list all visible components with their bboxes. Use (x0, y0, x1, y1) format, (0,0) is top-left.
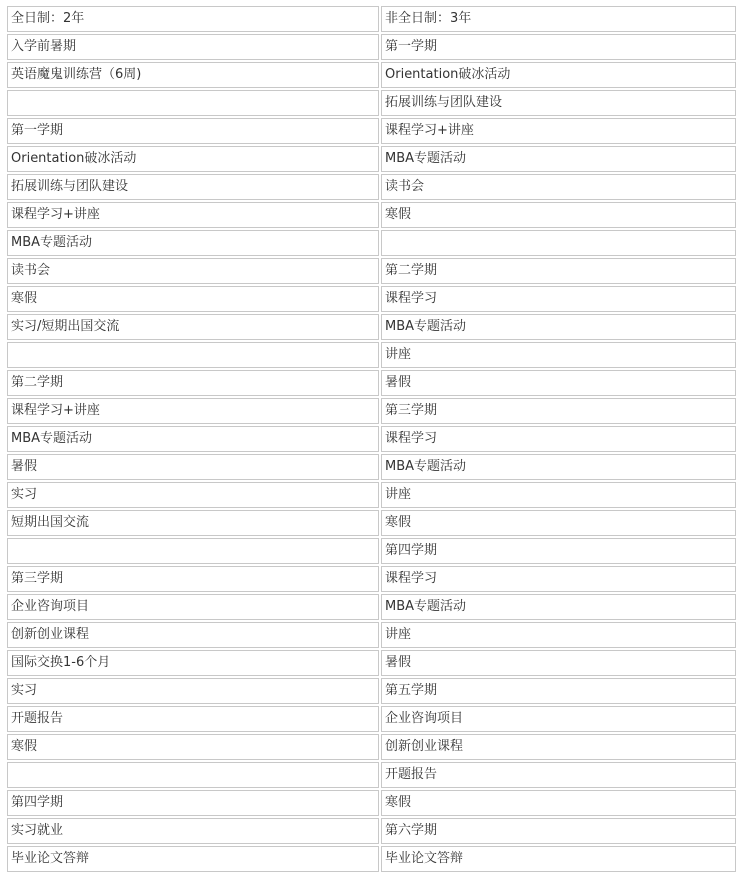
table-row (7, 230, 736, 256)
table-row (7, 426, 736, 452)
table-row (7, 286, 736, 312)
table-row (7, 202, 736, 228)
table-row (7, 510, 736, 536)
full-time-cell: 第一学期 (7, 118, 379, 144)
full-time-cell: MBA专题活动 (7, 426, 379, 452)
table-row (7, 482, 736, 508)
full-time-cell (7, 90, 379, 116)
part-time-cell: MBA专题活动 (381, 146, 736, 172)
full-time-cell: 实习 (7, 482, 379, 508)
table-row (7, 258, 736, 284)
full-time-cell: 实习 (7, 678, 379, 704)
part-time-cell: 课程学习 (381, 566, 736, 592)
full-time-cell: 第四学期 (7, 790, 379, 816)
full-time-cell (7, 538, 379, 564)
mba-schedule-table (5, 4, 738, 874)
part-time-cell: 讲座 (381, 482, 736, 508)
part-time-cell: 第五学期 (381, 678, 736, 704)
full-time-cell: 短期出国交流 (7, 510, 379, 536)
table-row (7, 846, 736, 872)
part-time-cell: 读书会 (381, 174, 736, 200)
table-row (7, 342, 736, 368)
full-time-cell (7, 342, 379, 368)
part-time-cell: MBA专题活动 (381, 594, 736, 620)
part-time-cell: 暑假 (381, 650, 736, 676)
part-time-cell: Orientation破冰活动 (381, 62, 736, 88)
part-time-cell: 讲座 (381, 342, 736, 368)
full-time-cell: 毕业论文答辩 (7, 846, 379, 872)
table-row (7, 370, 736, 396)
table-row (7, 146, 736, 172)
full-time-cell: 开题报告 (7, 706, 379, 732)
full-time-cell: 全日制：2年 (7, 6, 379, 32)
part-time-cell: 暑假 (381, 370, 736, 396)
table-row (7, 314, 736, 340)
part-time-cell: 寒假 (381, 202, 736, 228)
full-time-cell: 入学前暑期 (7, 34, 379, 60)
table-row (7, 62, 736, 88)
table-row (7, 34, 736, 60)
full-time-cell: 创新创业课程 (7, 622, 379, 648)
full-time-cell: MBA专题活动 (7, 230, 379, 256)
full-time-cell: 国际交换1-6个月 (7, 650, 379, 676)
table-row (7, 6, 736, 32)
full-time-cell: 寒假 (7, 286, 379, 312)
part-time-cell: 非全日制：3年 (381, 6, 736, 32)
part-time-cell: 课程学习+讲座 (381, 118, 736, 144)
table-row (7, 454, 736, 480)
part-time-cell (381, 230, 736, 256)
part-time-cell: 寒假 (381, 510, 736, 536)
part-time-cell: 第三学期 (381, 398, 736, 424)
table-row (7, 118, 736, 144)
part-time-cell: 第六学期 (381, 818, 736, 844)
schedule-table-body (7, 6, 736, 872)
table-row (7, 706, 736, 732)
table-row (7, 90, 736, 116)
table-row (7, 174, 736, 200)
full-time-cell: 第二学期 (7, 370, 379, 396)
part-time-cell: 第二学期 (381, 258, 736, 284)
part-time-cell: 开题报告 (381, 762, 736, 788)
full-time-cell: 课程学习+讲座 (7, 398, 379, 424)
full-time-cell: 第三学期 (7, 566, 379, 592)
table-row (7, 734, 736, 760)
table-row (7, 818, 736, 844)
full-time-cell: 企业咨询项目 (7, 594, 379, 620)
table-row (7, 650, 736, 676)
part-time-cell: 第一学期 (381, 34, 736, 60)
table-row (7, 762, 736, 788)
table-row (7, 790, 736, 816)
part-time-cell: 拓展训练与团队建设 (381, 90, 736, 116)
full-time-cell: Orientation破冰活动 (7, 146, 379, 172)
full-time-cell: 实习就业 (7, 818, 379, 844)
part-time-cell: 企业咨询项目 (381, 706, 736, 732)
table-row (7, 398, 736, 424)
full-time-cell: 拓展训练与团队建设 (7, 174, 379, 200)
part-time-cell: 创新创业课程 (381, 734, 736, 760)
part-time-cell: 讲座 (381, 622, 736, 648)
table-row (7, 538, 736, 564)
table-row (7, 622, 736, 648)
part-time-cell: MBA专题活动 (381, 454, 736, 480)
table-row (7, 566, 736, 592)
part-time-cell: 课程学习 (381, 286, 736, 312)
full-time-cell: 寒假 (7, 734, 379, 760)
part-time-cell: 第四学期 (381, 538, 736, 564)
part-time-cell: 课程学习 (381, 426, 736, 452)
table-row (7, 678, 736, 704)
full-time-cell: 实习/短期出国交流 (7, 314, 379, 340)
full-time-cell: 英语魔鬼训练营（6周) (7, 62, 379, 88)
part-time-cell: MBA专题活动 (381, 314, 736, 340)
table-row (7, 594, 736, 620)
full-time-cell (7, 762, 379, 788)
part-time-cell: 寒假 (381, 790, 736, 816)
full-time-cell: 暑假 (7, 454, 379, 480)
part-time-cell: 毕业论文答辩 (381, 846, 736, 872)
full-time-cell: 读书会 (7, 258, 379, 284)
full-time-cell: 课程学习+讲座 (7, 202, 379, 228)
